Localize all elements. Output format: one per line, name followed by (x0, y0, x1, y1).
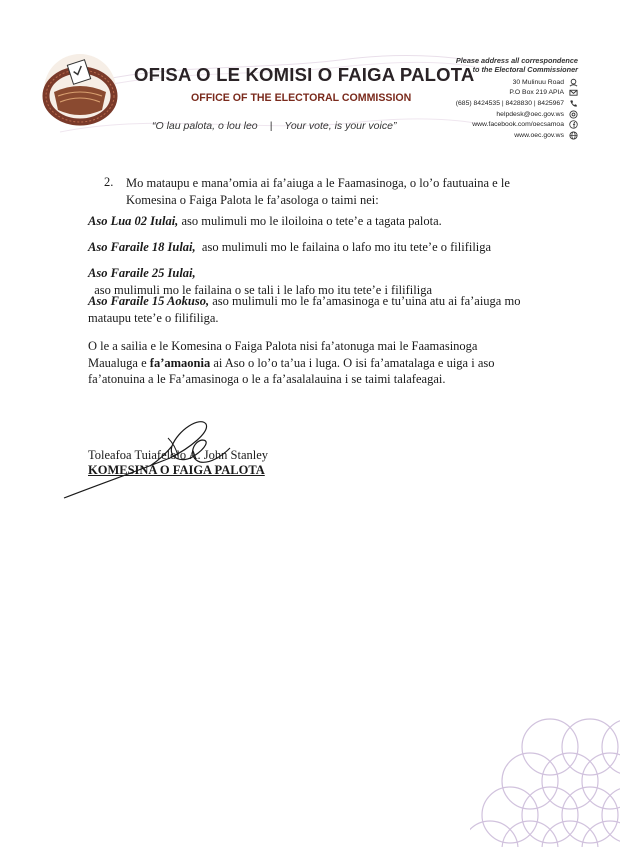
correspondence-note-line2: to the Electoral Commissioner (472, 65, 578, 74)
organization-title: OFISA O LE KOMISI O FAIGA PALOTA (134, 64, 475, 85)
date-label: Aso Faraile 15 Aokuso, (88, 294, 210, 308)
motto-samoan: “O lau palota, o lou leo (152, 120, 258, 132)
closing-part1: O le a sailia e le Komesina o Faiga Palota nisi fa’atonuga mai le Faamasinoga Maualuga e (88, 339, 478, 370)
date-description: aso mulimuli mo le failaina o lafo mo itu tete’e o filifiliga (195, 240, 492, 254)
contact-email-text: helpdesk@oec.gov.ws (496, 110, 564, 118)
date-description: aso mulimuli mo le iloiloina o tete’e a tagata palota. (178, 214, 442, 228)
electoral-commission-logo (40, 48, 120, 128)
contact-email (456, 109, 578, 120)
contact-pobox (456, 88, 578, 99)
signatory-name: Toleafoa Tuiafelolo A. John Stanley (88, 448, 269, 462)
date-line (88, 213, 528, 230)
date-line (88, 239, 528, 256)
contact-phone-text: (685) 8424535 | 8428830 | 8425967 (455, 99, 564, 107)
signatory-title: KOMESINA O FAIGA PALOTA (88, 463, 265, 477)
correspondence-note-line1: Please address all correspondence (455, 56, 578, 65)
closing-paragraph (88, 338, 528, 388)
motto-english: Your vote, is your voice” (284, 120, 397, 132)
contact-phone (456, 98, 578, 109)
date-label: Aso Faraile 18 Iulai, (88, 240, 196, 254)
motto (152, 120, 396, 132)
corner-pattern-decoration (470, 705, 620, 847)
at-icon (568, 109, 578, 119)
date-label: Aso Faraile 25 Iulai, (88, 266, 196, 280)
facebook-icon (568, 120, 578, 130)
contact-website-text: www.oec.gov.ws (514, 131, 564, 139)
contact-address (456, 77, 578, 88)
globe-icon (568, 130, 578, 140)
contact-pobox-text: P.O Box 219 APIA (509, 89, 564, 97)
organization-subtitle: OFFICE OF THE ELECTORAL COMMISSION (191, 92, 412, 104)
contact-facebook-text: www.facebook.com/oecsamoa (472, 121, 564, 129)
motto-separator: | (269, 120, 273, 132)
date-line (88, 293, 528, 326)
phone-icon (568, 98, 578, 108)
contact-facebook (456, 119, 578, 130)
contact-website (456, 130, 578, 141)
item-text: Mo mataupu e mana’omia ai fa’aiuga a le Faamasinoga, o lo’o fautuaina e le Komesina o Faiga Palota le fa’asologa o taimi nei: (126, 176, 510, 207)
date-description: aso mulimuli mo le fa’amasinoga e tu’uina atu ai fa’aiuga mo mataupu tete’e o filifiliga. (88, 294, 521, 325)
closing-part2: ai Aso o lo’o ta’ua i luga. O isi fa’amatalaga e uiga i aso fa’atonuina a le Fa’amasinoga o le a fa’asalalauina i se taimi talafeagai. (88, 355, 495, 386)
date-description: aso mulimuli mo le failaina o se tali i le lafo mo itu tete’e i filifiliga (88, 282, 433, 297)
date-label: Aso Lua 02 Iulai, (88, 214, 179, 228)
correspondence-note (456, 56, 578, 74)
contact-list (456, 77, 578, 141)
mail-icon (568, 88, 578, 98)
item-number: 2. (104, 175, 114, 189)
contact-address-text: 30 Mulinuu Road (512, 78, 564, 86)
closing-bold: fa’amaonia (149, 355, 211, 370)
location-icon (568, 77, 578, 87)
